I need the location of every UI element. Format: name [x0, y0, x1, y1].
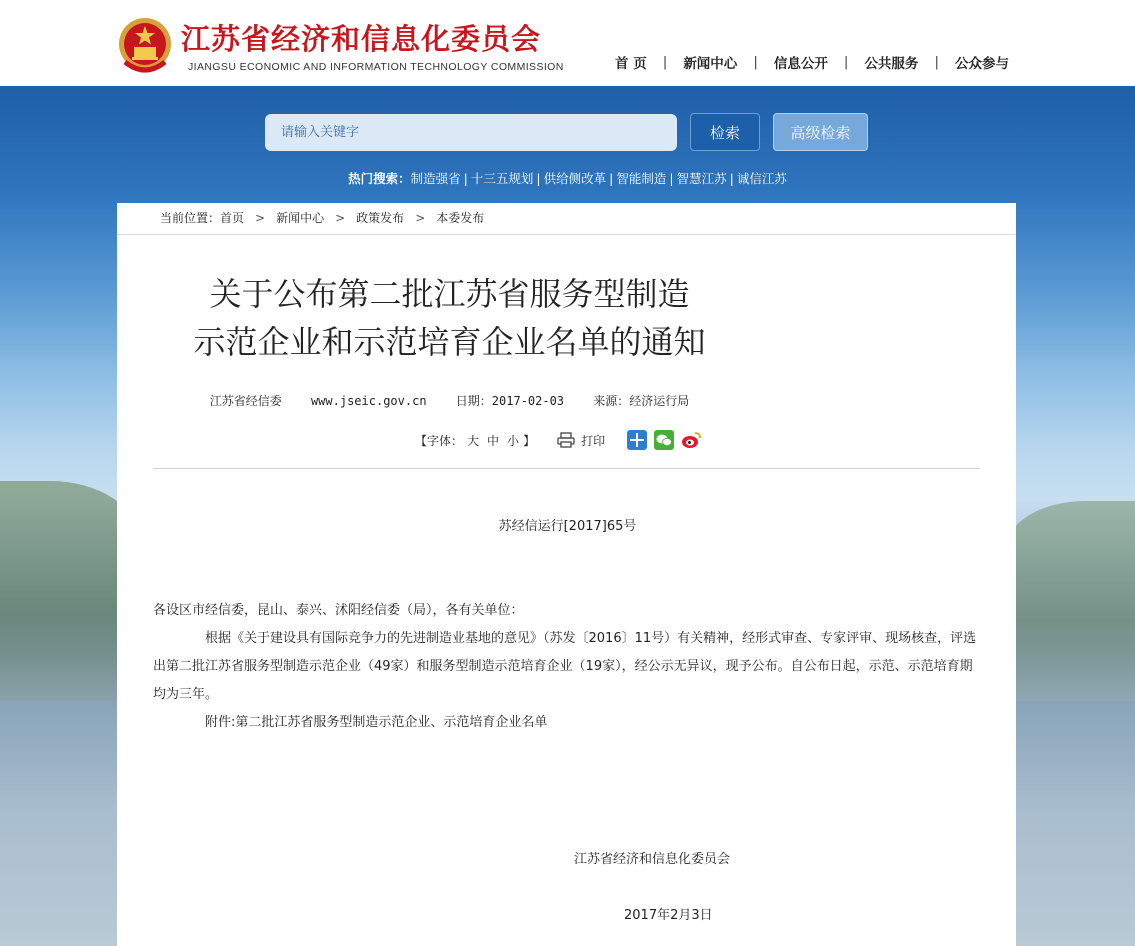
article-tools [415, 430, 703, 450]
print-icon[interactable] [557, 432, 575, 448]
site-logo-subtitle: JIANGSU ECONOMIC AND INFORMATION TECHNOLOGY COMMISSION [188, 61, 564, 73]
divider [153, 468, 980, 469]
article-source: 江苏省经信委 [209, 394, 282, 408]
sign-date: 2017年2月3日 [624, 908, 713, 923]
breadcrumb-policy[interactable]: 政策发布 [356, 211, 405, 225]
hot-keyword[interactable]: 智慧江苏 [676, 171, 727, 186]
main-nav: 首 页 | 新闻中心 | 信息公开 | 公共服务 | 公众参与 [615, 54, 1009, 72]
advanced-search-button[interactable]: 高级检索 [773, 113, 868, 151]
breadcrumb-home[interactable]: 首页 [220, 211, 245, 225]
national-emblem-icon [117, 16, 173, 74]
font-size-large[interactable]: 大 [467, 433, 480, 448]
hot-keyword[interactable]: 智能制造 [616, 171, 667, 186]
hot-keyword[interactable]: 诚信江苏 [736, 171, 787, 186]
search-input[interactable] [265, 114, 677, 151]
attachment-line[interactable]: 附件:第二批江苏省服务型制造示范企业、示范培育企业名单 [205, 715, 548, 730]
font-size-end: 】 [523, 433, 536, 448]
article-title-line1: 关于公布第二批江苏省服务型制造 [209, 275, 690, 313]
hot-search-label: 热门搜索： [348, 171, 411, 186]
article-date: 日期：2017-02-03 [455, 394, 565, 408]
hot-keyword[interactable]: 十三五规划 [470, 171, 534, 186]
hot-keyword[interactable]: 制造强省 [410, 171, 461, 186]
search-button[interactable]: 检索 [690, 113, 760, 151]
article-meta [0, 392, 899, 409]
document-number: 苏经信运行[2017]65号 [498, 519, 637, 534]
hot-search-bar: 热门搜索：制造强省 | 十三五规划 | 供给侧改革 | 智能制造 | 智慧江苏 | 诚信江苏 [348, 171, 787, 186]
print-link[interactable]: 打印 [581, 433, 606, 448]
nav-news[interactable]: 新闻中心 [683, 56, 738, 72]
nav-home[interactable]: 首 页 [615, 56, 647, 72]
font-size-label: 【字体： [415, 433, 464, 448]
article-title [0, 270, 899, 366]
article-title-line2: 示范企业和示范培育企业名单的通知 [193, 323, 706, 361]
hot-keyword[interactable]: 供给侧改革 [543, 171, 607, 186]
body-paragraph: 根据《关于建设具有国际竞争力的先进制造业基地的意见》（苏发〔2016〕11号）有关精神，经形式审查、专家评审、现场核查，评选出第二批江苏省服务型制造示范企业（49家）和服务型制造示范培育企业（19家），经公示无异议，现予公布。自公布日起，示范、示范培育期均为三年。 [153, 631, 977, 702]
site-logo-title[interactable]: 江苏省经济和信息化委员会 [181, 22, 542, 56]
breadcrumb-commission[interactable]: 本委发布 [436, 211, 485, 225]
weibo-icon[interactable] [681, 430, 703, 450]
font-size-medium[interactable]: 中 [487, 433, 500, 448]
article-origin: 来源：经济运行局 [593, 394, 690, 408]
nav-public-service[interactable]: 公共服务 [864, 56, 919, 72]
signature: 江苏省经济和信息化委员会 [574, 852, 731, 867]
font-size-small[interactable]: 小 [507, 433, 520, 448]
salutation: 各设区市经信委，昆山、泰兴、沭阳经信委（局），各有关单位： [153, 603, 524, 618]
wechat-icon[interactable] [654, 430, 674, 450]
share-plus-icon[interactable] [627, 430, 647, 450]
nav-public-participation[interactable]: 公众参与 [955, 56, 1009, 72]
breadcrumb: 当前位置：首页 > 新闻中心 > 政策发布 > 本委发布 [117, 203, 1016, 235]
breadcrumb-prefix: 当前位置： [160, 211, 221, 225]
nav-info-disclosure[interactable]: 信息公开 [773, 56, 828, 72]
article-site[interactable]: www.jseic.gov.cn [310, 394, 427, 408]
site-header [0, 0, 1135, 86]
article-body [153, 597, 978, 737]
breadcrumb-news[interactable]: 新闻中心 [276, 211, 325, 225]
